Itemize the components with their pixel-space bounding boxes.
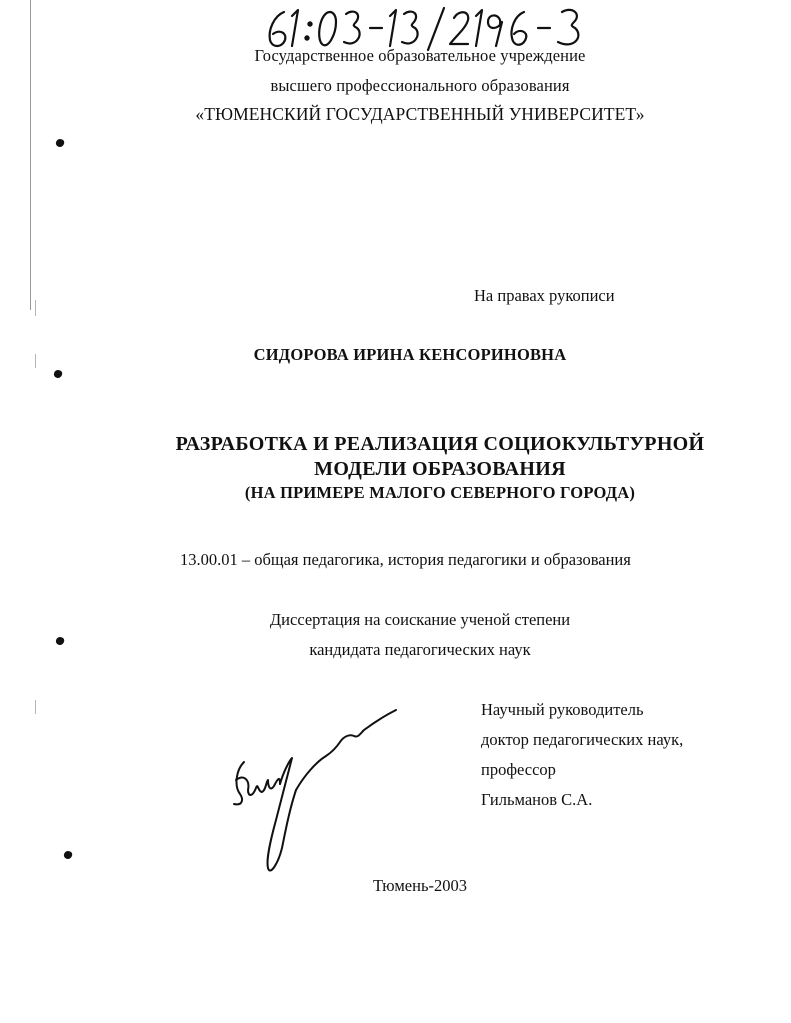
- hole-punch-mark: [55, 636, 65, 646]
- advisor-degree: доктор педагогических наук,: [481, 730, 684, 749]
- author-name: СИДОРОВА ИРИНА КЕНСОРИНОВНА: [253, 345, 567, 364]
- hole-punch-mark: [53, 369, 63, 379]
- binding-edge-mark: [35, 300, 36, 316]
- advisor-rank: профессор: [481, 760, 556, 779]
- degree-line-2: кандидата педагогических наук: [309, 640, 531, 659]
- title-subtitle: (НА ПРИМЕРЕ МАЛОГО СЕВЕРНОГО ГОРОДА): [244, 483, 636, 502]
- hole-punch-mark: [63, 850, 73, 860]
- specialty-code: 13.00.01 – общая педагогика, история педагогики и образования: [180, 550, 631, 569]
- manuscript-note: На правах рукописи: [474, 286, 615, 305]
- binding-edge-line: [30, 0, 31, 310]
- advisor-name: Гильманов С.А.: [481, 790, 593, 809]
- city-year: Тюмень-2003: [373, 876, 467, 895]
- binding-edge-mark: [35, 354, 36, 368]
- handwritten-signature: [222, 700, 412, 885]
- advisor-role: Научный руководитель: [481, 700, 644, 719]
- institution-name: «ТЮМЕНСКИЙ ГОСУДАРСТВЕННЫЙ УНИВЕРСИТЕТ»: [195, 104, 645, 124]
- institution-line-2: высшего профессионального образования: [270, 76, 570, 95]
- institution-line-1: Государственное образовательное учреждение: [254, 46, 586, 65]
- degree-line-1: Диссертация на соискание ученой степени: [269, 610, 571, 629]
- title-line-1: РАЗРАБОТКА И РЕАЛИЗАЦИЯ СОЦИОКУЛЬТУРНОЙ: [175, 433, 705, 455]
- hole-punch-mark: [55, 138, 65, 148]
- binding-edge-mark: [35, 700, 36, 714]
- title-line-2: МОДЕЛИ ОБРАЗОВАНИЯ: [314, 458, 566, 480]
